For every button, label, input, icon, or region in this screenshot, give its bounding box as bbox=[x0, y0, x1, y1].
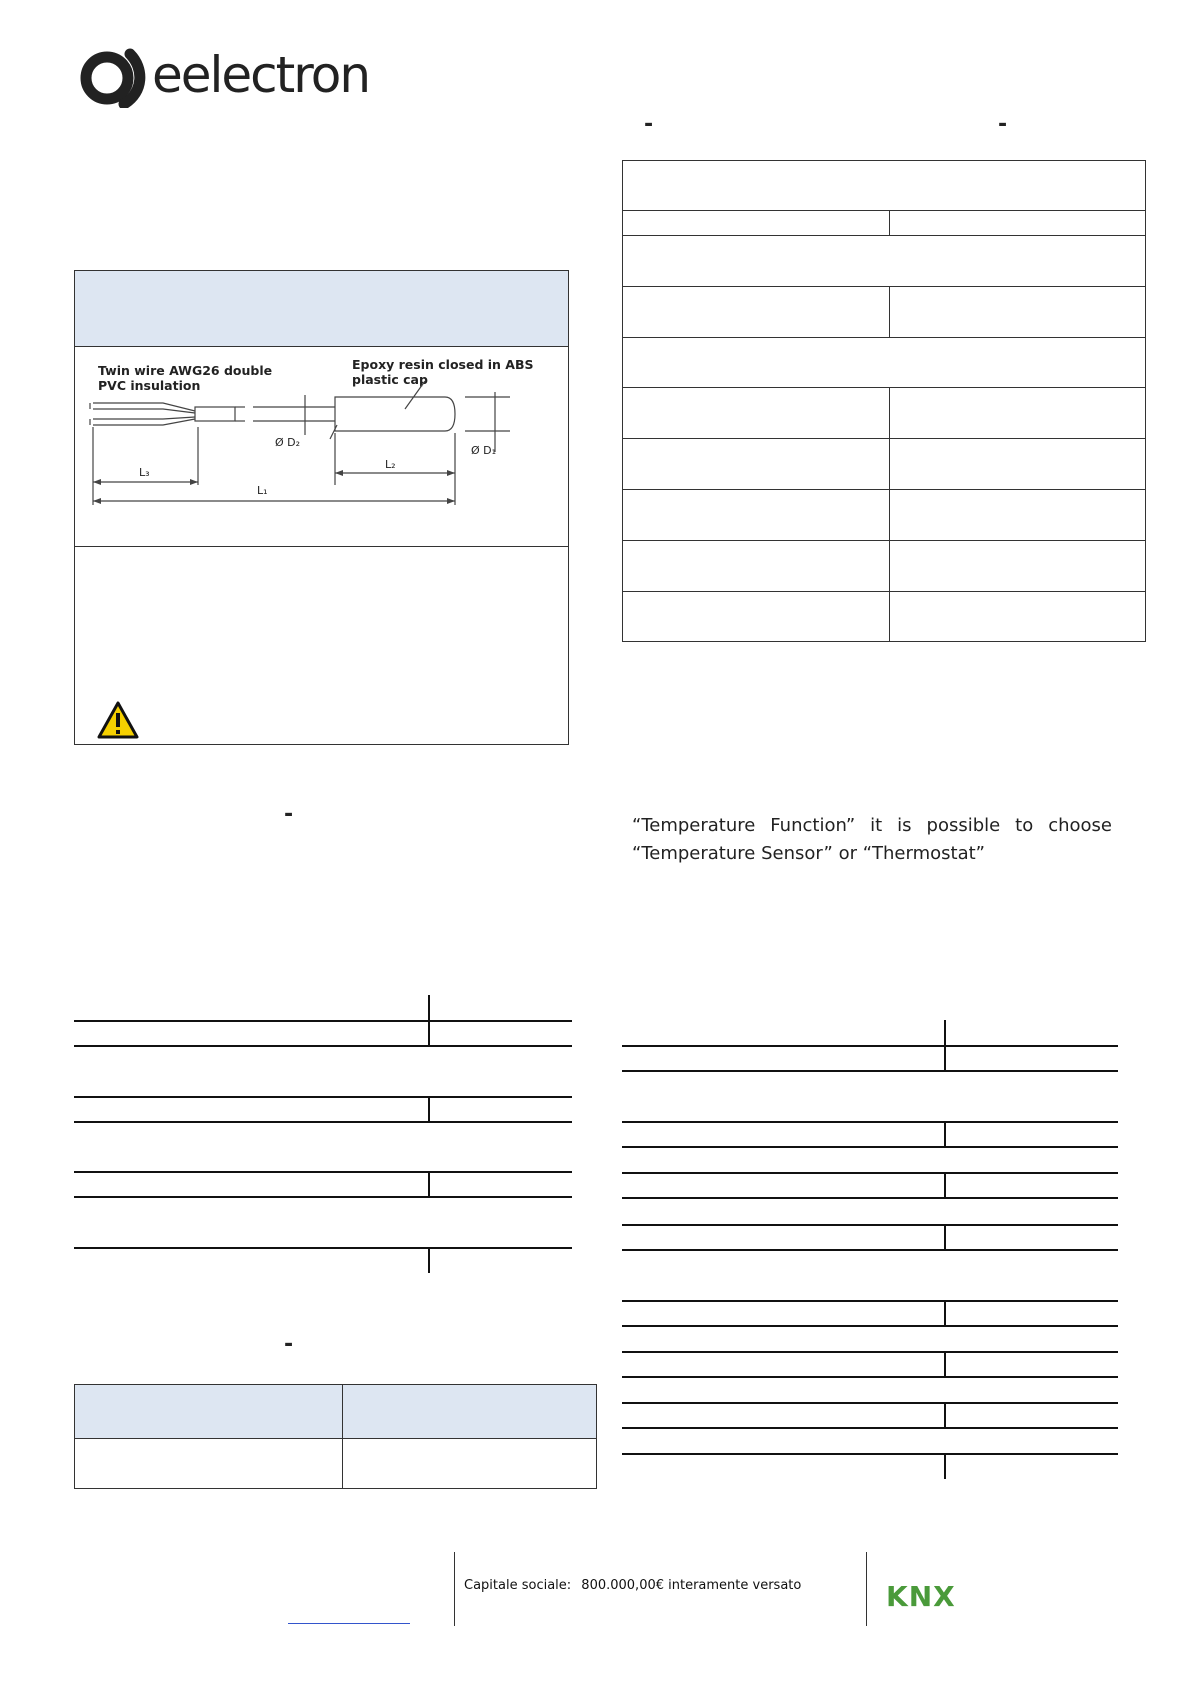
specs-table bbox=[622, 160, 1146, 642]
table-row-line bbox=[623, 337, 1145, 338]
sensor-dimension-diagram bbox=[75, 347, 568, 546]
table-col-line bbox=[342, 1385, 343, 1488]
brand-logo bbox=[80, 44, 380, 110]
table-row-line bbox=[623, 210, 1145, 211]
table-row-line bbox=[622, 1146, 1118, 1148]
right-parameter-table bbox=[622, 1020, 1118, 1482]
table-col-line bbox=[944, 1121, 946, 1147]
sensor-info-box bbox=[74, 270, 569, 745]
table-col-line bbox=[944, 1300, 946, 1326]
knx-logo bbox=[886, 1580, 956, 1613]
table-col-line bbox=[889, 210, 890, 235]
table-col-line bbox=[944, 1224, 946, 1250]
dimension-d1: Ø D₁ bbox=[471, 444, 497, 457]
dimension-l2: L₂ bbox=[385, 458, 396, 471]
table-row-line bbox=[623, 540, 1145, 541]
bottom-left-table bbox=[74, 1384, 597, 1489]
table-col-line bbox=[428, 1171, 430, 1197]
table-row-line bbox=[622, 1376, 1118, 1378]
paragraph-line-1: “Temperature Function” it is possible to choose bbox=[632, 815, 1112, 836]
table-row-line bbox=[74, 1121, 572, 1123]
heading-dash: - bbox=[284, 802, 294, 827]
footer-divider bbox=[866, 1552, 867, 1626]
table-row-line bbox=[623, 235, 1145, 236]
eelectron-mark-icon bbox=[80, 48, 156, 108]
table-row-line bbox=[74, 1247, 572, 1249]
table-row-line bbox=[622, 1427, 1118, 1429]
table-row-line bbox=[74, 1171, 572, 1173]
table-row-line bbox=[74, 1196, 572, 1198]
table-row-line bbox=[622, 1224, 1118, 1226]
left-parameter-table bbox=[74, 995, 572, 1275]
table-row-line bbox=[623, 438, 1145, 439]
heading-dash: - bbox=[644, 112, 654, 137]
footer-link-underline[interactable] bbox=[288, 1623, 410, 1624]
table-col-line bbox=[889, 286, 890, 337]
brand-wordmark: eelectron bbox=[152, 46, 370, 104]
table-row-line bbox=[623, 489, 1145, 490]
table-row-line bbox=[622, 1300, 1118, 1302]
table-row-line bbox=[622, 1249, 1118, 1251]
wire-label: Twin wire AWG26 double PVC insulation bbox=[98, 363, 273, 393]
table-row-line bbox=[622, 1351, 1118, 1353]
table-col-line bbox=[944, 1453, 946, 1479]
table-col-line bbox=[944, 1172, 946, 1198]
footer-capital bbox=[464, 1578, 801, 1593]
table-row-line bbox=[74, 1020, 572, 1022]
heading-dash: - bbox=[284, 1332, 294, 1357]
table-header bbox=[75, 1385, 596, 1439]
table-row-line bbox=[622, 1121, 1118, 1123]
table-row-line bbox=[622, 1045, 1118, 1047]
table-row-line bbox=[622, 1453, 1118, 1455]
table-col-line bbox=[428, 1247, 430, 1273]
table-row-line bbox=[622, 1172, 1118, 1174]
dimension-d2: Ø D₂ bbox=[275, 436, 301, 449]
table-row-line bbox=[622, 1402, 1118, 1404]
table-row-line bbox=[622, 1197, 1118, 1199]
table-col-line bbox=[944, 1351, 946, 1377]
knx-logo-text: KNX bbox=[886, 1580, 956, 1613]
dimension-l3: L₃ bbox=[139, 466, 150, 479]
capital-label: Capitale sociale: bbox=[464, 1578, 572, 1593]
footer-divider bbox=[454, 1552, 455, 1626]
capital-value: 800.000,00€ interamente versato bbox=[581, 1578, 802, 1593]
diagram-divider bbox=[75, 546, 568, 547]
heading-dash: - bbox=[998, 112, 1008, 137]
table-row-line bbox=[74, 1045, 572, 1047]
table-col-line bbox=[428, 1096, 430, 1122]
table-row-line bbox=[622, 1070, 1118, 1072]
cap-label: Epoxy resin closed in ABS plastic cap bbox=[352, 357, 534, 387]
sensor-box-header bbox=[75, 271, 568, 347]
table-col-line bbox=[889, 387, 890, 642]
temperature-function-paragraph bbox=[632, 812, 1112, 868]
paragraph-line-2: “Temperature Sensor” or “Thermostat” bbox=[632, 843, 985, 864]
table-row-line bbox=[623, 286, 1145, 287]
table-row-line bbox=[74, 1096, 572, 1098]
dimension-l1: L₁ bbox=[257, 484, 268, 497]
warning-icon bbox=[97, 701, 139, 739]
table-row-line bbox=[623, 591, 1145, 592]
table-row-line bbox=[622, 1325, 1118, 1327]
table-col-line bbox=[944, 1402, 946, 1428]
table-row-line bbox=[623, 387, 1145, 388]
